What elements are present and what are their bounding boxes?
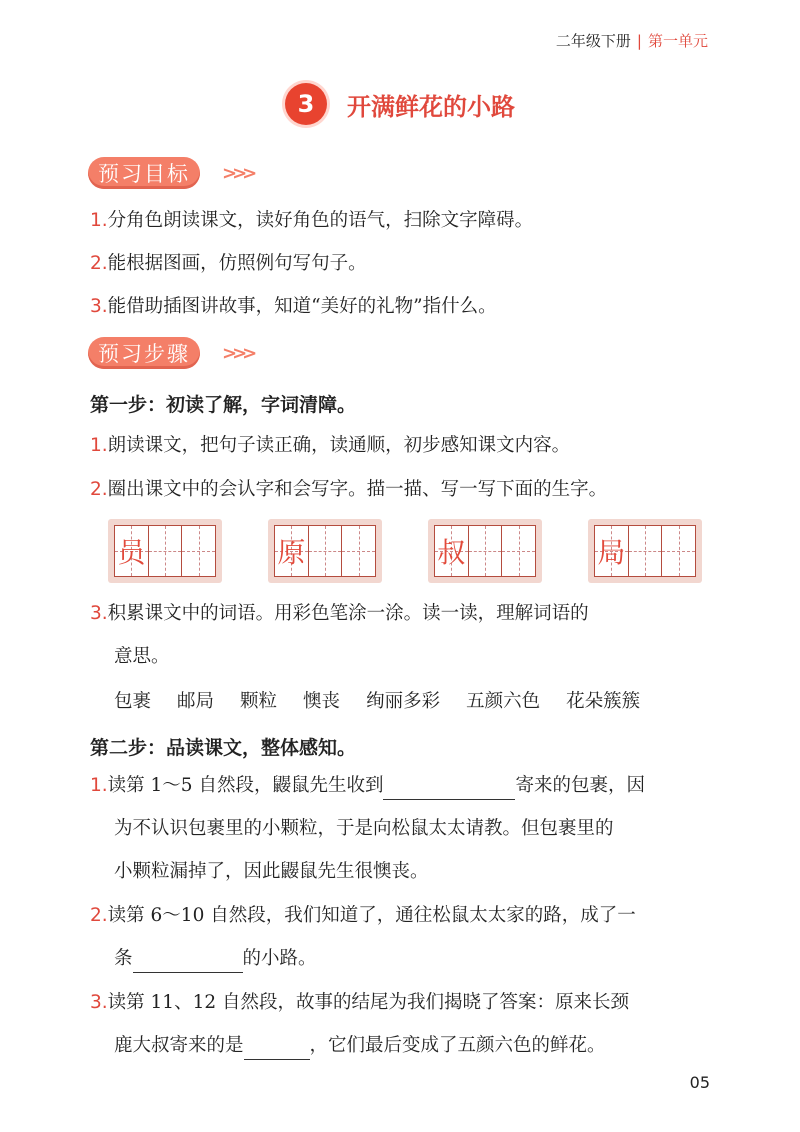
step2-question: 2.读第 6～10 自然段，我们知道了，通往松鼠太太家的路，成了一	[90, 905, 636, 926]
page-header	[556, 30, 708, 51]
step1-item: 1.朗读课文，把句子读正确，读通顺，初步感知课文内容。	[90, 435, 571, 456]
step2-question-continued: 条 的小路。	[114, 945, 317, 973]
vocab-word[interactable]: 邮局	[177, 691, 215, 712]
practice-character: 员	[117, 536, 146, 569]
step2-question-continued: 为不认识包裹里的小颗粒，于是向松鼠太太请教。但包裹里的	[114, 818, 614, 839]
step2-question-continued: 小颗粒漏掉了，因此鼹鼠先生很懊丧。	[114, 861, 429, 882]
chevrons-icon: >>>	[222, 343, 253, 364]
vocab-word[interactable]: 颗粒	[240, 691, 278, 712]
char-practice-grid[interactable]	[108, 519, 222, 583]
step1-item-continued: 意思。	[114, 646, 170, 667]
lesson-title-row	[0, 83, 800, 125]
step2-question: 3.读第 11、12 自然段，故事的结尾为我们揭晓了答案：原来长颈	[90, 992, 630, 1013]
lesson-number-badge: 3	[285, 83, 327, 125]
vocabulary-list	[114, 687, 666, 713]
char-practice-grid[interactable]	[428, 519, 542, 583]
vocab-word[interactable]: 绚丽多彩	[366, 691, 441, 712]
answer-blank[interactable]	[244, 1039, 310, 1060]
page-number: 05	[689, 1073, 710, 1092]
vocab-word[interactable]: 包裹	[114, 691, 152, 712]
char-practice-grid[interactable]	[588, 519, 702, 583]
char-practice-grid[interactable]	[268, 519, 382, 583]
step1-item: 2.圈出课文中的会认字和会写字。描一描、写一写下面的生字。	[90, 479, 608, 500]
step1-title: 第一步：初读了解，字词清障。	[90, 394, 357, 416]
practice-character: 局	[597, 536, 626, 569]
goal-item: 1.分角色朗读课文，读好角色的语气，扫除文字障碍。	[90, 210, 534, 231]
vocab-word[interactable]: 懊丧	[303, 691, 341, 712]
vocab-word[interactable]: 花朵簇簇	[566, 691, 641, 712]
goal-item: 3.能借助插图讲故事，知道“美好的礼物”指什么。	[90, 296, 497, 317]
step2-title: 第二步：品读课文，整体感知。	[90, 737, 357, 759]
step2-question-continued: 鹿大叔寄来的是 ，它们最后变成了五颜六色的鲜花。	[114, 1032, 606, 1060]
lesson-title: 开满鲜花的小路	[347, 92, 515, 121]
header-divider: |	[636, 32, 642, 50]
practice-character: 原	[277, 536, 306, 569]
goals-section-label: 预习目标	[88, 157, 200, 189]
goal-item: 2.能根据图画，仿照例句写句子。	[90, 253, 367, 274]
answer-blank[interactable]	[133, 952, 243, 973]
chevrons-icon: >>>	[222, 163, 253, 184]
step1-item: 3.积累课文中的词语。用彩色笔涂一涂。读一读，理解词语的	[90, 603, 589, 624]
practice-character: 叔	[437, 536, 466, 569]
steps-section-label: 预习步骤	[88, 337, 200, 369]
vocab-word[interactable]: 五颜六色	[466, 691, 541, 712]
grade-label: 二年级下册	[555, 32, 631, 50]
step2-question: 1.读第 1～5 自然段，鼹鼠先生收到 寄来的包裹，因	[90, 772, 645, 800]
unit-label: 第一单元	[647, 32, 708, 50]
answer-blank[interactable]	[383, 779, 515, 800]
